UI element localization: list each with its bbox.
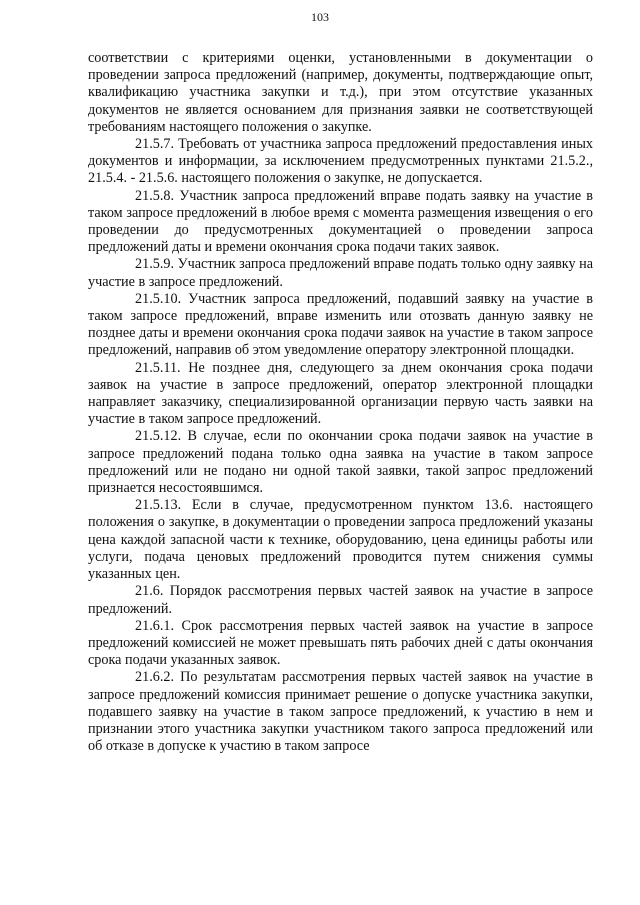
page-number: 103 — [311, 10, 329, 24]
paragraph-21-5-8: 21.5.8. Участник запроса предложений вправе подать заявку на участие в таком запросе предложений в любое время с момента размещения извещения о его проведении до предусмотренных документацией о проведении запроса предложений даты и времени окончания срока подачи таких заявок. — [88, 187, 593, 256]
paragraph-21-6-2: 21.6.2. По результатам рассмотрения первых частей заявок на участие в запросе предложений комиссия принимает решение о допуске участника закупки, подавшего заявку на участие в таком запросе предложений, к участию в нем и признании этого участника закупки участником такого запроса предложений или об отказе в допуске к участию в таком запросе — [88, 669, 593, 755]
paragraph-21-5-12: 21.5.12. В случае, если по окончании срока подачи заявок на участие в запросе предложений подана только одна заявка на участие в таком запросе предложений или не подано ни одной такой заявки, такой запрос предложений признается несостоявшимся. — [88, 428, 593, 497]
paragraph-21-5-11: 21.5.11. Не позднее дня, следующего за днем окончания срока подачи заявок на участие в запросе предложений, оператор электронной площадки направляет заказчику, специализированной организации первую часть заявки на участие в таком запросе предложений. — [88, 359, 593, 428]
paragraph-21-5-9: 21.5.9. Участник запроса предложений вправе подать только одну заявку на участие в запросе предложений. — [88, 256, 593, 290]
paragraph-21-5-10: 21.5.10. Участник запроса предложений, подавший заявку на участие в таком запросе предложений, вправе изменить или отозвать данную заявку не позднее даты и времени окончания срока подачи заявок на участие в таком запросе предложений, направив об этом уведомление оператору электронной площадки. — [88, 290, 593, 359]
paragraph-continuation: соответствии с критериями оценки, установленными в документации о проведении запроса предложений (например, документы, подтверждающие опыт, квалификацию участника закупки и т.д.), при этом отсутствие указанных документов не является основанием для признания заявки не соответствующей требованиям настоящего положения о закупке. — [88, 50, 593, 135]
paragraph-21-6: 21.6. Порядок рассмотрения первых частей заявок на участие в запросе предложений. — [88, 583, 593, 617]
paragraph-21-6-1: 21.6.1. Срок рассмотрения первых частей заявок на участие в запросе предложений комиссией не может превышать пять рабочих дней с даты окончания срока подачи указанных заявок. — [88, 617, 593, 669]
document-body — [88, 50, 593, 755]
paragraph-21-5-13: 21.5.13. Если в случае, предусмотренном пунктом 13.6. настоящего положения о закупке, в документации о проведении запроса предложений указаны цена каждой запасной части к технике, оборудованию, цена единицы работы или услуги, подача ценовых предложений проводится путем снижения суммы указанных цен. — [88, 497, 593, 583]
paragraph-21-5-7: 21.5.7. Требовать от участника запроса предложений предоставления иных документов и информации, за исключением предусмотренных пунктами 21.5.2., 21.5.4. - 21.5.6. настоящего положения о закупке, не допускается. — [88, 136, 593, 187]
